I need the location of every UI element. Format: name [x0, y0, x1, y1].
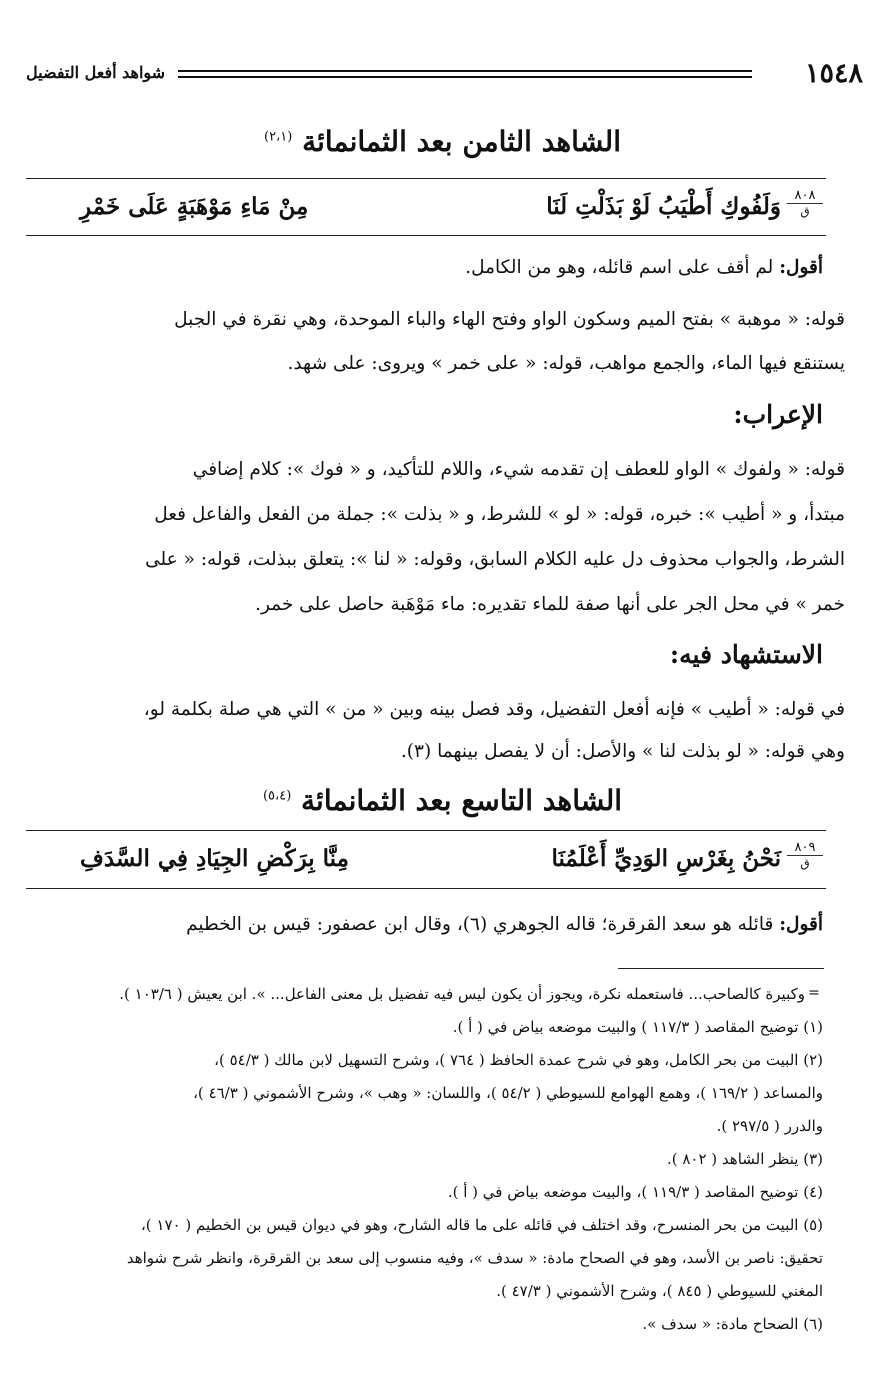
paragraph-label: أقول:	[779, 257, 823, 278]
entry-title	[0, 125, 885, 158]
verse-meter: ق	[800, 204, 810, 218]
verse-hemistich-second: مِنَّا بِرَكْضِ الجِيَادِ فِي السَّدَفِ	[80, 845, 349, 872]
paragraph-line: الشرط، والجواب محذوف دل عليه الكلام السابق، وقوله: « لنا »: يتعلق ببذلت، قوله: « على	[145, 549, 845, 570]
verse-hemistich-first: نَحْنُ بِغَرْسِ الوَدِيِّ أَعْلَمُنَا	[551, 845, 781, 872]
paragraph-text: لم أقف على اسم قائله، وهو من الكامل.	[465, 257, 780, 278]
paragraph-author	[63, 258, 823, 278]
paragraph-line: قوله: « موهبة » بفتح الميم وسكون الواو وفتح الهاء والباء الموحدة، وهي نقرة في الجبل	[174, 309, 845, 330]
paragraph-line: وهي قوله: « لو بذلت لنا » والأصل: أن لا يفصل بينهما (٣).	[400, 741, 845, 762]
verse-bottom-rule	[26, 235, 826, 236]
footnote-line: تحقيق: ناصر بن الأسد، وهو في الصحاح مادة: « سدف »، وفيه منسوب إلى سعد بن القرقرة، وانظر شرح شواهد	[126, 1249, 823, 1267]
footnote-line: (٥) البيت من بحر المنسرح، وقد اختلف في قائله على ما قاله الشارح، وهو في ديوان قيس بن الخطيم ( ١٧٠ )،	[140, 1216, 823, 1234]
footnote-separator	[618, 968, 824, 969]
paragraph-author	[63, 915, 823, 935]
entry-title-text: الشاهد التاسع بعد الثمانمائة	[301, 784, 623, 817]
verse-number-value: ٨٠٩	[787, 840, 823, 856]
footnote-line: والمساعد ( ١٦٩/٢ )، وهمع الهوامع للسيوطي ( ٥٤/٢ )، واللسان: « وهب »، وشرح الأشموني ( ٤٦/٣ )،	[193, 1084, 823, 1102]
footnote-line: المغني للسيوطي ( ٨٤٥ )، وشرح الأشموني ( ٤٧/٣ ).	[496, 1282, 823, 1300]
footnote-line: (٦) الصحاح مادة: « سدف ».	[642, 1315, 823, 1333]
footnote-line: (٤) توضيح المقاصد ( ١١٩/٣ )، والبيت موضعه بياض في ( أ ).	[447, 1183, 823, 1201]
verse-top-rule	[26, 178, 826, 179]
verse-number	[787, 840, 823, 870]
header-rule	[178, 70, 752, 78]
paragraph-text: قائله هو سعد القرقرة؛ قاله الجوهري (٦)، وقال ابن عصفور: قيس بن الخطيم	[186, 914, 780, 935]
paragraph-line: قوله: « ولفوك » الواو للعطف إن تقدمه شيء، واللام للتأكيد، و « فوك »: كلام إضافي	[192, 459, 845, 480]
footnote-line: وكبيرة كالصاحب... فاستعمله نكرة، ويجوز أن يكون ليس فيه تفضيل بل معنى الفاعل... ». ابن يعيش ( ١٠٣/٦ ).	[119, 985, 805, 1003]
paragraph-label: أقول:	[779, 914, 823, 935]
footnote-line: والدرر ( ٢٩٧/٥ ).	[716, 1117, 823, 1135]
running-title: شواهد أفعل التفضيل	[26, 63, 166, 82]
verse-top-rule	[26, 830, 826, 831]
paragraph-line: خمر » في محل الجر على أنها صفة للماء تقديره: ماء مَوْهَبة حاصل على خمر.	[255, 594, 845, 615]
footnote-continuation-mark: =	[808, 985, 820, 1001]
verse-number-value: ٨٠٨	[787, 188, 823, 204]
footnote-line: (٢) البيت من بحر الكامل، وهو في شرح عمدة الحافظ ( ٧٦٤ )، وشرح التسهيل لابن مالك ( ٥٤/٣ )،	[214, 1051, 823, 1069]
paragraph-line: مبتدأ، و « أطيب »: خبره، قوله: « لو » للشرط، و « بذلت »: جملة من الفعل والفاعل فعل	[154, 504, 845, 525]
entry-title-text: الشاهد الثامن بعد الثمانمائة	[302, 125, 621, 158]
entry-title-note: (٢،١)	[263, 129, 293, 145]
section-heading-shahid: الاستشهاد فيه:	[669, 640, 823, 669]
section-heading-i3rab: الإعراب:	[733, 400, 823, 429]
verse-bottom-rule	[26, 888, 826, 889]
page-number: ١٥٤٨	[804, 58, 863, 89]
entry-title	[0, 784, 885, 817]
verse-number	[787, 188, 823, 218]
paragraph-line: في قوله: « أطيب » فإنه أفعل التفضيل، وقد فصل بينه وبين « من » التي هي صلة بكلمة لو،	[143, 699, 845, 720]
paragraph-line: يستنقع فيها الماء، والجمع مواهب، قوله: « على خمر » ويروى: على شهد.	[287, 353, 845, 374]
entry-title-note: (٥،٤)	[262, 788, 292, 804]
footnote-line: (٣) ينظر الشاهد ( ٨٠٢ ).	[666, 1150, 823, 1168]
verse-hemistich-first: وَلَفُوكِ أَطْيَبُ لَوْ بَذَلْتِ لَنَا	[546, 193, 781, 220]
verse-hemistich-second: مِنْ مَاءِ مَوْهَبَةٍ عَلَى خَمْرِ	[80, 193, 309, 220]
verse-meter: ق	[800, 856, 810, 870]
footnote-line: (١) توضيح المقاصد ( ١١٧/٣ ) والبيت موضعه بياض في ( أ ).	[452, 1018, 823, 1036]
